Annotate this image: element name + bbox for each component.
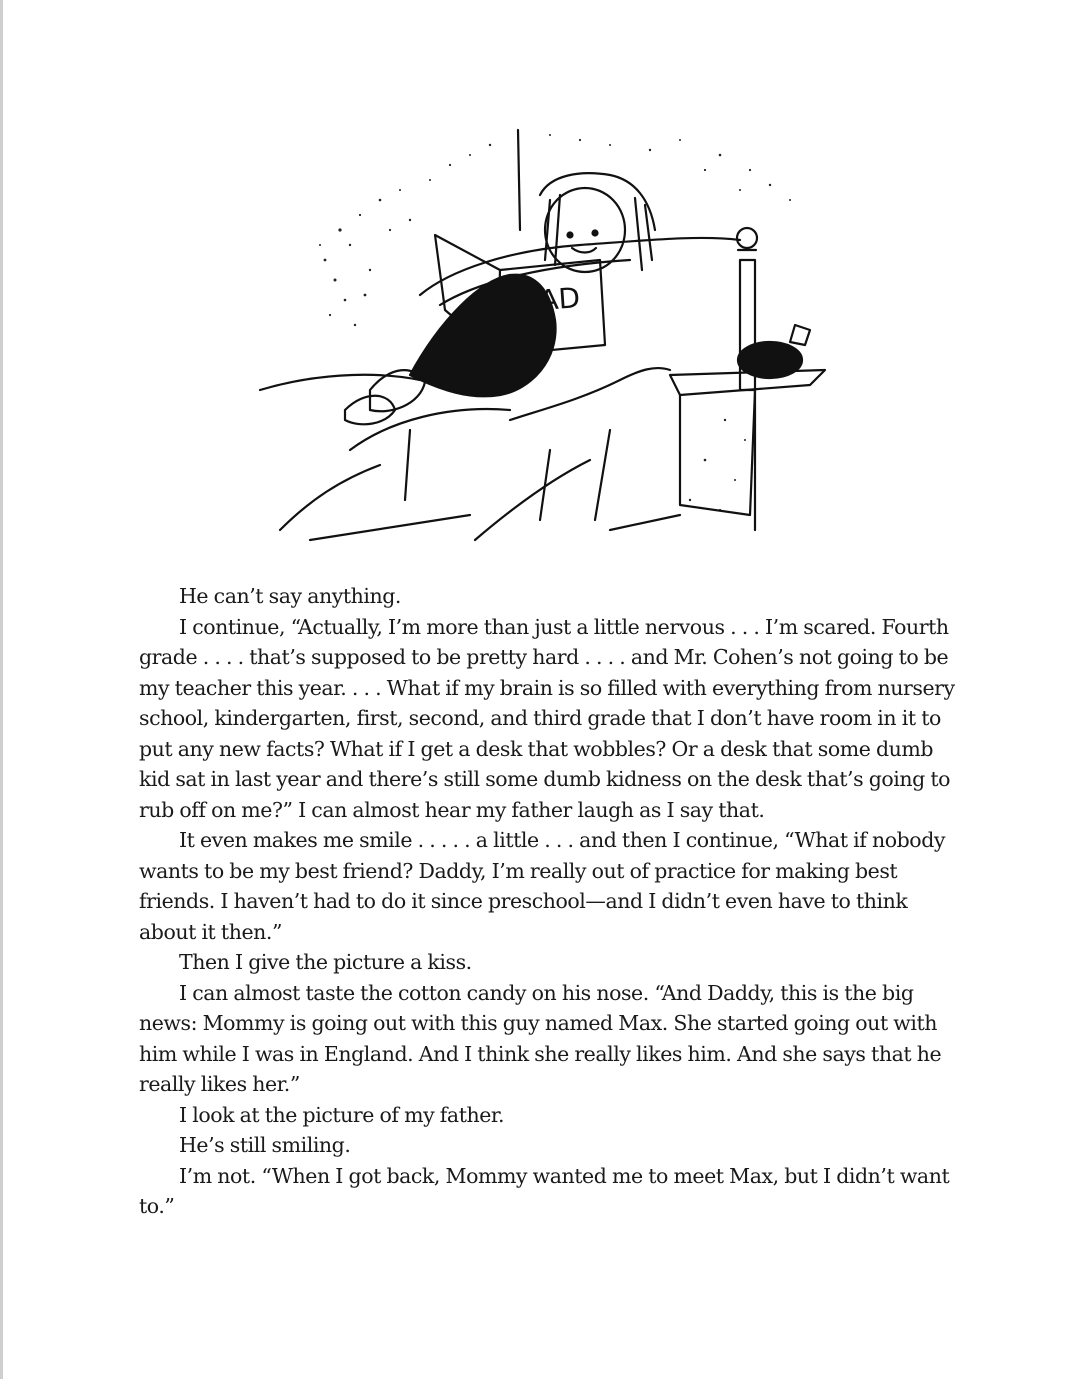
paragraph: I’m not. “When I got back, Mommy wanted me to meet Max, but I didn’t want to.”	[139, 1163, 950, 1218]
paragraph: I look at the picture of my father.	[179, 1102, 505, 1127]
story-text	[139, 581, 959, 1222]
paragraph: I continue, “Actually, I’m more than just a little nervous . . . I’m scared. Fourth grade . . . . that’s supposed to be pretty hard . . . . and Mr. Cohen’s not going to be my teacher this year. . . . What if my brain is so filled with everything from nursery school, kindergarten, first, second, and third grade that I don’t have room in it to put any new facts? What if I get a desk that wobbles? Or a desk that some dumb kid sat in last year and there’s still some dumb kidness on the desk that’s going to rub off on me?” I can almost hear my father laugh as I say that.	[139, 614, 955, 822]
paragraph: Then I give the picture a kiss.	[179, 950, 472, 974]
paragraph: I can almost taste the cotton candy on his nose. “And Daddy, this is the big news: Mommy is going out with this guy named Max. She started going out with him while I was in England. And I think she really likes him. And she says that he really likes her.”	[139, 980, 942, 1096]
paragraph: He’s still smiling.	[179, 1133, 351, 1157]
girl-reading-in-bed-illustration	[250, 120, 840, 550]
paragraph: It even makes me smile . . . . . a little . . . and then I continue, “What if nobody wants to be my best friend? Daddy, I’m really out of practice for making best friends. I haven’t had to do it since preschool—and I didn’t even have to think about it then.”	[139, 828, 946, 944]
paragraph: He can’t say anything.	[179, 584, 401, 608]
book-cover-text: AD	[538, 281, 582, 317]
